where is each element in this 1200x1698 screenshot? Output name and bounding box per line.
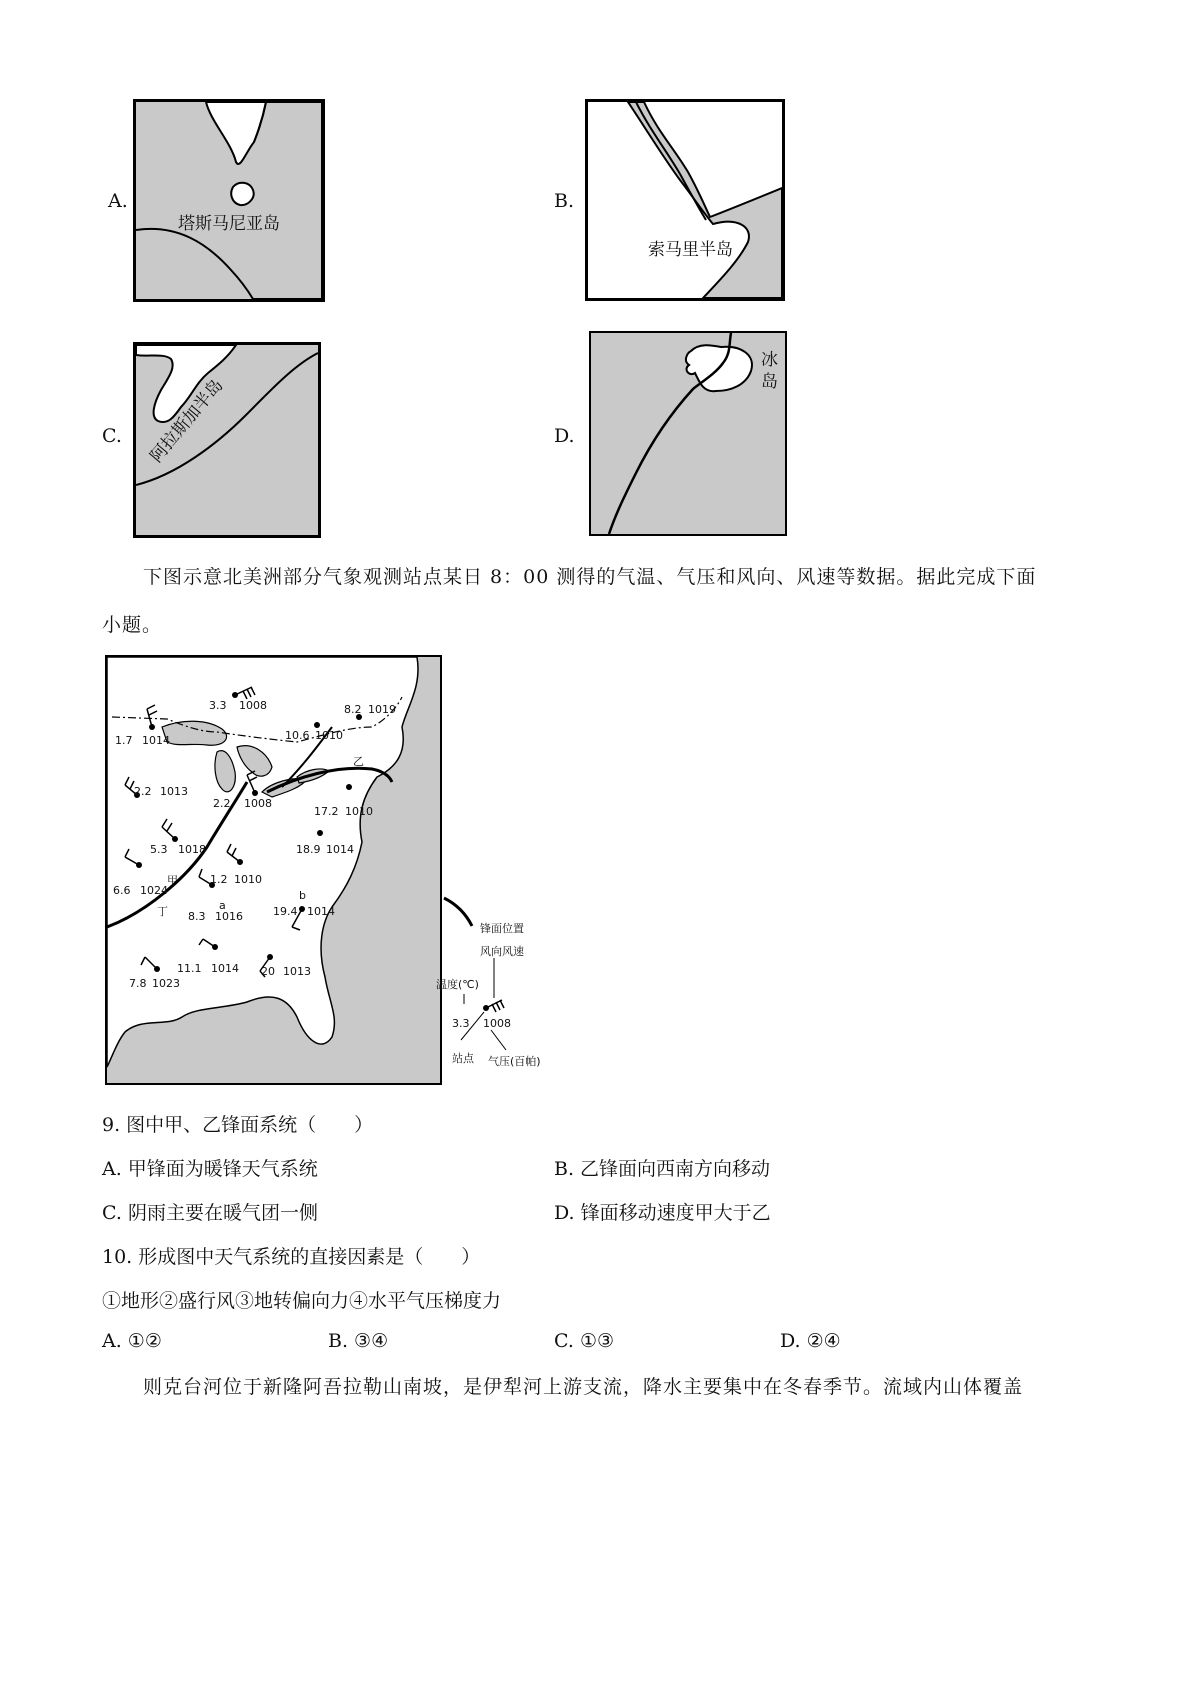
intro-line-2: 小题。 [102,614,163,636]
station-6-pressure: 1008 [244,797,272,810]
q9-option-c: C. 阴雨主要在暖气团一侧 [102,1202,318,1224]
station-12-temp: 8.3 [188,910,206,923]
point-label-a: a [219,899,226,912]
option-a-label: 塔斯马尼亚岛 [178,214,280,234]
front-label-jia: 甲 [167,874,178,887]
station-4-pressure: 1010 [315,729,343,742]
station-10-temp: 6.6 [113,884,131,897]
station-13-pressure: 1014 [307,905,335,918]
legend-front: 锋面位置 [480,922,524,935]
legend-pressure: 气压(百帕) [488,1055,541,1068]
station-8-pressure: 1018 [178,843,206,856]
station-5-pressure: 1013 [160,785,188,798]
weather-map-drawing [107,657,440,1083]
station-3-pressure: 1019 [368,703,396,716]
option-a-map-drawing [136,102,322,299]
q10-option-c: C. ①③ [554,1330,615,1352]
station-13-temp: 19.4 [273,905,298,918]
option-d-map [589,331,787,536]
option-a-letter: A. [108,190,128,212]
station-3-temp: 8.2 [344,703,362,716]
option-c-letter: C. [102,425,122,447]
option-d-label-1: 冰 [761,350,778,370]
option-d-map-drawing [591,333,785,534]
legend-temp-value: 3.3 [452,1017,470,1030]
station-7-pressure: 1010 [345,805,373,818]
station-14-temp: 7.8 [129,977,147,990]
station-14-pressure: 1023 [152,977,180,990]
q10-option-d: D. ②④ [780,1330,841,1352]
station-4-temp: 10.6 [285,729,310,742]
q9-stem: 9. 图中甲、乙锋面系统（ ） [102,1114,374,1136]
q10-items: ①地形②盛行风③地转偏向力④水平气压梯度力 [102,1290,502,1312]
q10-option-b: B. ③④ [328,1330,389,1352]
q9-option-b: B. 乙锋面向西南方向移动 [554,1158,771,1180]
point-label-b: b [299,889,306,902]
station-10-pressure: 1024 [140,884,168,897]
station-11-temp: 1.2 [210,873,228,886]
option-b-letter: B. [554,190,575,212]
station-7-temp: 17.2 [314,805,339,818]
station-12-pressure: 1016 [215,910,243,923]
option-d-letter: D. [554,425,575,447]
station-16-pressure: 1013 [283,965,311,978]
station-11-pressure: 1010 [234,873,262,886]
station-9-pressure: 1014 [326,843,354,856]
q9-option-a: A. 甲锋面为暖锋天气系统 [102,1158,318,1180]
station-15-temp: 11.1 [177,962,202,975]
q10-stem: 10. 形成图中天气系统的直接因素是（ ） [102,1246,481,1268]
legend-station: 站点 [452,1052,474,1065]
front-label-ding: 丁 [157,905,168,918]
station-1-temp: 3.3 [209,699,227,712]
station-9-temp: 18.9 [296,843,321,856]
station-16-temp: 20 [261,965,275,978]
weather-map [105,655,442,1085]
legend-pressure-value: 1008 [483,1017,511,1030]
q9-option-d: D. 锋面移动速度甲大于乙 [554,1202,771,1224]
station-1-pressure: 1008 [239,699,267,712]
station-2-temp: 1.7 [115,734,133,747]
option-b-map-drawing [588,102,782,298]
option-c-map [133,342,321,538]
option-b-label: 索马里半岛 [648,240,733,260]
station-15-pressure: 1014 [211,962,239,975]
option-c-label: 阿拉斯加半岛 [146,375,228,467]
legend-temp: 温度(℃) [436,978,479,991]
intro-line-1: 下图示意北美洲部分气象观测站点某日 8：00 测得的气温、气压和风向、风速等数据。据此完成下面 [143,566,1037,588]
station-2-pressure: 1014 [142,734,170,747]
option-b-map [585,99,785,301]
map-legend [436,890,546,1070]
station-5-temp: 2.2 [134,785,152,798]
front-label-yi: 乙 [353,755,364,768]
option-a-map [133,99,325,302]
next-paragraph: 则克台河位于新隆阿吾拉勒山南坡，是伊犁河上游支流，降水主要集中在冬春季节。流域内山体覆盖 [143,1376,1024,1398]
station-8-temp: 5.3 [150,843,168,856]
legend-wind: 风向风速 [480,945,524,958]
q10-option-a: A. ①② [102,1330,162,1352]
option-d-label-2: 岛 [761,372,778,392]
station-6-temp: 2.2 [213,797,231,810]
